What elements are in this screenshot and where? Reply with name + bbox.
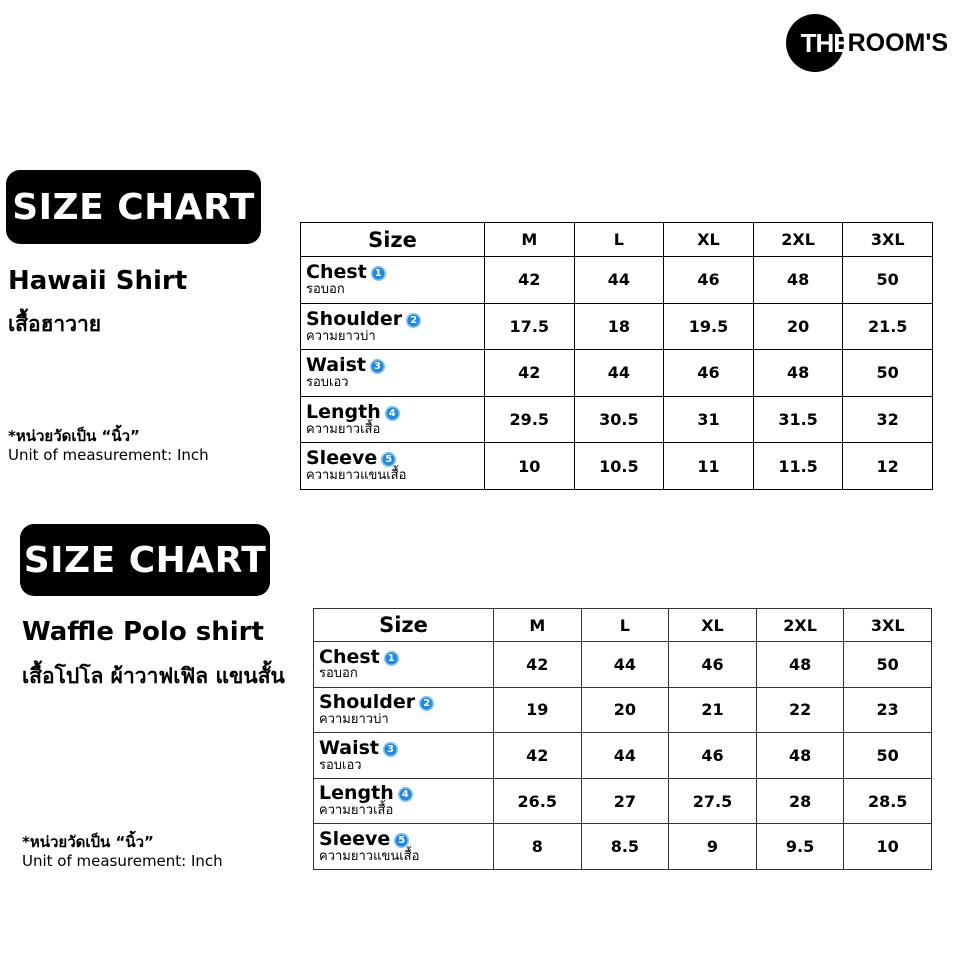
measurement-label	[301, 396, 485, 443]
measurement-label	[314, 642, 494, 688]
size-column-header: 2XL	[756, 609, 844, 642]
number-1-icon: 1	[371, 266, 386, 281]
measurement-name-thai: ความยาวเสื้อ	[306, 421, 381, 437]
measurement-name-thai: ความยาวแขนเสื้อ	[319, 848, 420, 864]
size-value: 30.5	[574, 396, 664, 443]
table-row	[301, 443, 933, 490]
size-value: 8.5	[581, 824, 669, 870]
size-value: 22	[756, 687, 844, 733]
measurement-name-thai: รอบเอว	[306, 375, 349, 391]
measurement-name: Waist	[306, 354, 367, 377]
measurement-name: Shoulder	[319, 691, 416, 714]
measurement-name: Sleeve	[319, 827, 391, 850]
measurement-name-thai: รอบเอว	[319, 757, 362, 773]
size-value: 50	[844, 642, 932, 688]
table-row	[301, 350, 933, 397]
number-5-icon: 5	[381, 452, 396, 467]
size-value: 10	[485, 443, 575, 490]
size-value: 42	[485, 257, 575, 304]
measurement-name: Length	[306, 400, 381, 423]
table-header-row	[314, 609, 932, 642]
size-column-header: M	[485, 223, 575, 257]
size-value: 9	[669, 824, 757, 870]
logo-wordmark: ROOM'S	[847, 28, 948, 57]
size-value: 20	[581, 687, 669, 733]
measurement-label	[301, 350, 485, 397]
number-3-icon: 3	[370, 359, 385, 374]
size-value: 46	[664, 350, 754, 397]
measurement-label	[314, 824, 494, 870]
size-value: 19.5	[664, 303, 754, 350]
size-value: 31	[664, 396, 754, 443]
size-column-header: L	[574, 223, 664, 257]
unit-note: Unit of measurement: Inch	[22, 852, 223, 870]
measurement-name: Length	[319, 782, 394, 805]
size-value: 27.5	[669, 778, 757, 824]
size-header: Size	[314, 609, 494, 642]
number-3-icon: 3	[383, 742, 398, 757]
size-value: 50	[843, 257, 933, 304]
size-value: 12	[843, 443, 933, 490]
measurement-name-thai: ความยาวเสื้อ	[319, 803, 394, 819]
number-2-icon: 2	[419, 696, 434, 711]
measurement-label	[301, 303, 485, 350]
size-value: 29.5	[485, 396, 575, 443]
measurement-name-thai: ความยาวบ่า	[319, 712, 389, 728]
unit-note-thai: *หน่วยวัดเป็น “นิ้ว”	[8, 427, 140, 445]
size-table	[300, 222, 933, 490]
size-value: 42	[494, 642, 582, 688]
brand-logo	[786, 14, 948, 72]
measurement-name: Shoulder	[306, 307, 403, 330]
size-column-header: 3XL	[844, 609, 932, 642]
size-value: 46	[664, 257, 754, 304]
table-row	[314, 733, 932, 779]
logo-mark: THE	[786, 14, 844, 72]
size-value: 44	[574, 350, 664, 397]
table-row	[301, 257, 933, 304]
product-title-thai: เสื้อโปโล ผ้าวาฟเฟิล แขนสั้น	[22, 664, 285, 688]
size-value: 48	[753, 350, 843, 397]
size-value: 42	[494, 733, 582, 779]
size-value: 44	[581, 642, 669, 688]
size-value: 50	[843, 350, 933, 397]
size-value: 48	[756, 733, 844, 779]
size-column-header: L	[581, 609, 669, 642]
size-value: 11.5	[753, 443, 843, 490]
measurement-name-thai: รอบอก	[306, 281, 345, 297]
product-title: Hawaii Shirt	[8, 266, 188, 296]
number-5-icon: 5	[394, 833, 409, 848]
table-row	[314, 642, 932, 688]
table-row	[314, 778, 932, 824]
measurement-label	[301, 443, 485, 490]
measurement-name-thai: ความยาวบ่า	[306, 328, 376, 344]
size-value: 26.5	[494, 778, 582, 824]
table-row	[314, 687, 932, 733]
measurement-label	[314, 687, 494, 733]
size-value: 48	[753, 257, 843, 304]
size-value: 50	[844, 733, 932, 779]
size-value: 10	[844, 824, 932, 870]
measurement-name-thai: ความยาวแขนเสื้อ	[306, 468, 407, 484]
measurement-label	[301, 257, 485, 304]
number-1-icon: 1	[384, 651, 399, 666]
measurement-name: Waist	[319, 736, 380, 759]
size-value: 44	[581, 733, 669, 779]
size-column-header: XL	[669, 609, 757, 642]
size-value: 10.5	[574, 443, 664, 490]
size-value: 23	[844, 687, 932, 733]
size-column-header: 3XL	[843, 223, 933, 257]
measurement-label	[314, 733, 494, 779]
size-value: 11	[664, 443, 754, 490]
size-value: 20	[753, 303, 843, 350]
size-value: 28.5	[844, 778, 932, 824]
unit-note-thai: *หน่วยวัดเป็น “นิ้ว”	[22, 833, 154, 851]
size-column-header: 2XL	[753, 223, 843, 257]
product-title: Waffle Polo shirt	[22, 617, 264, 647]
unit-note: Unit of measurement: Inch	[8, 446, 209, 464]
size-value: 44	[574, 257, 664, 304]
measurement-name: Sleeve	[306, 447, 378, 470]
size-value: 31.5	[753, 396, 843, 443]
size-value: 21	[669, 687, 757, 733]
number-4-icon: 4	[398, 787, 413, 802]
table-row	[301, 303, 933, 350]
size-value: 18	[574, 303, 664, 350]
size-header: Size	[301, 223, 485, 257]
table-header-row	[301, 223, 933, 257]
size-value: 42	[485, 350, 575, 397]
size-value: 46	[669, 733, 757, 779]
size-value: 21.5	[843, 303, 933, 350]
measurement-name-thai: รอบอก	[319, 666, 358, 682]
size-value: 27	[581, 778, 669, 824]
size-value: 19	[494, 687, 582, 733]
number-2-icon: 2	[406, 313, 421, 328]
measurement-name: Chest	[306, 261, 367, 283]
measurement-name: Chest	[319, 645, 380, 668]
number-4-icon: 4	[385, 406, 400, 421]
size-chart-badge: SIZE CHART	[6, 170, 261, 244]
size-column-header: M	[494, 609, 582, 642]
size-column-header: XL	[664, 223, 754, 257]
size-value: 46	[669, 642, 757, 688]
size-value: 9.5	[756, 824, 844, 870]
size-value: 17.5	[485, 303, 575, 350]
product-title-thai: เสื้อฮาวาย	[8, 312, 102, 336]
size-value: 32	[843, 396, 933, 443]
measurement-label	[314, 778, 494, 824]
table-row	[314, 824, 932, 870]
size-chart-badge: SIZE CHART	[20, 524, 270, 596]
table-row	[301, 396, 933, 443]
size-value: 8	[494, 824, 582, 870]
size-value: 48	[756, 642, 844, 688]
size-value: 28	[756, 778, 844, 824]
size-table	[313, 608, 932, 870]
